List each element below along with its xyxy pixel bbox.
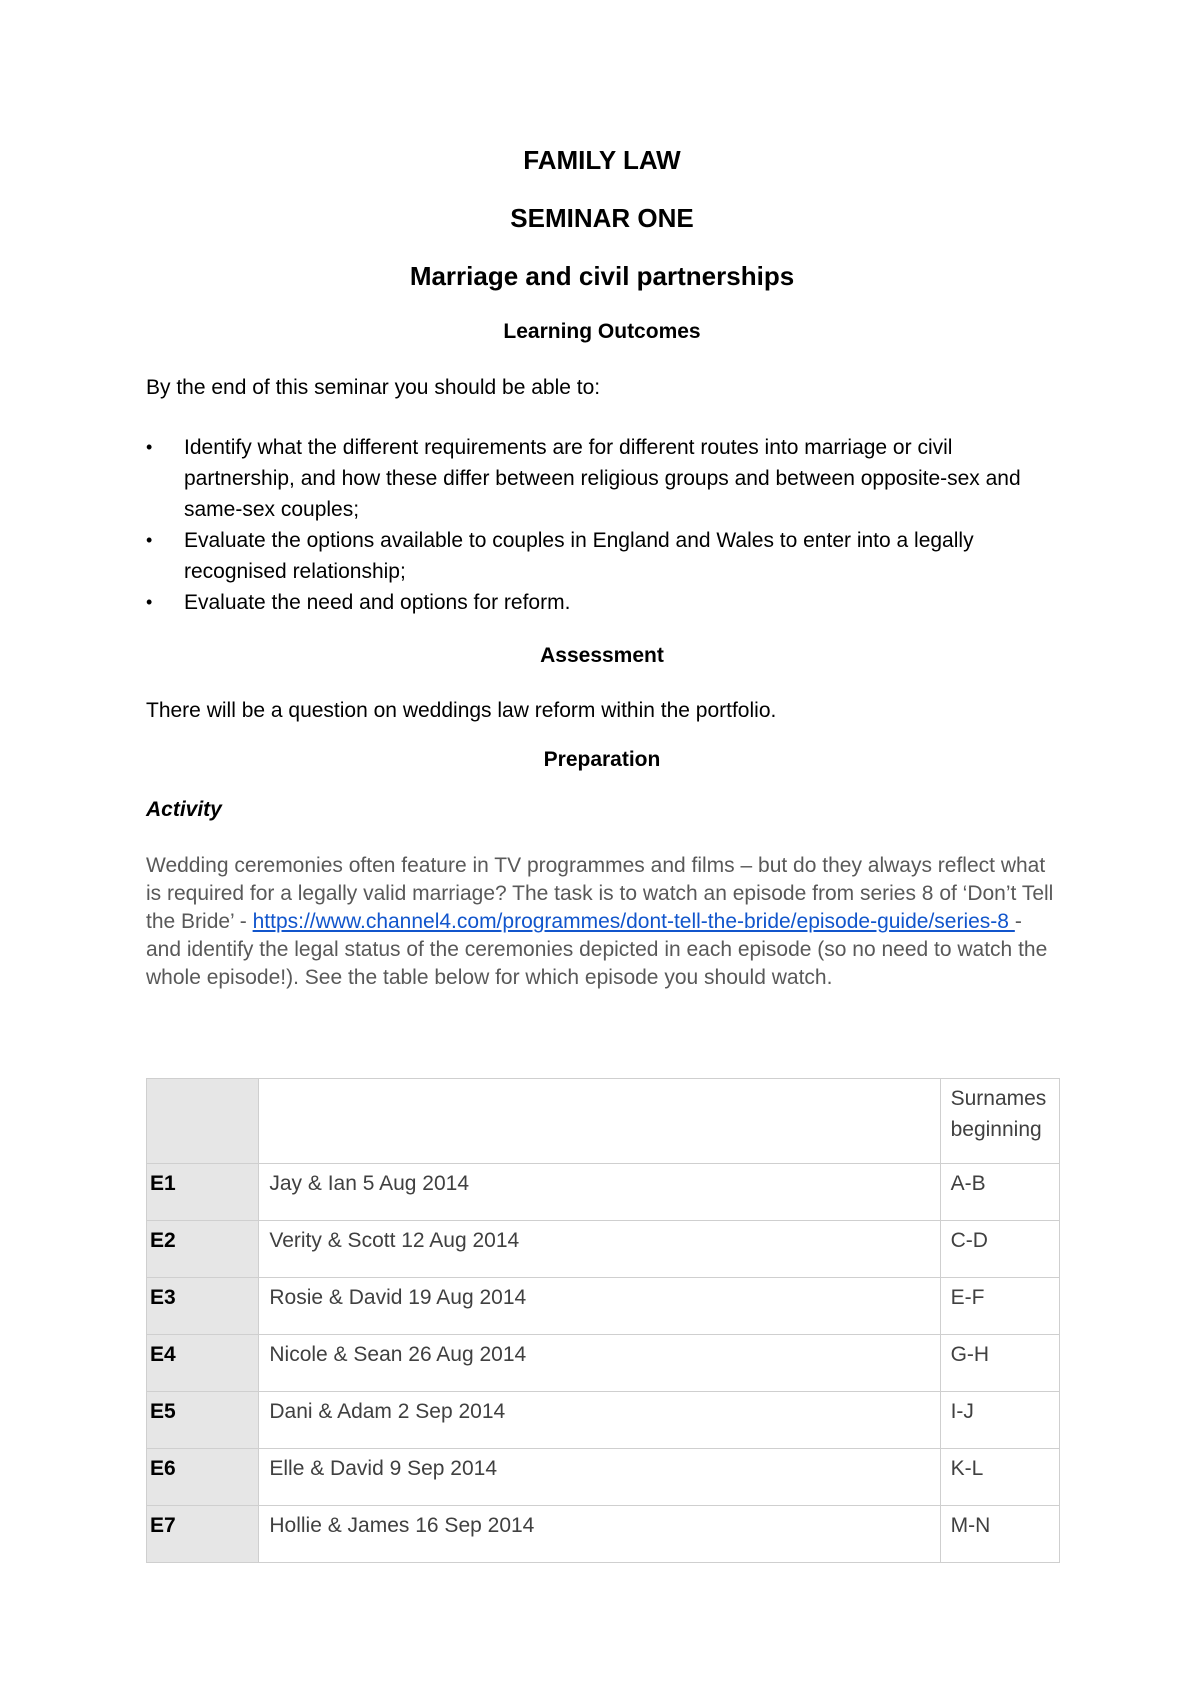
outcome-text: Evaluate the need and options for reform. (184, 591, 571, 614)
table-row (147, 1164, 1060, 1221)
list-item (146, 432, 1058, 525)
episode-code: E5 (147, 1392, 259, 1449)
table-header-row (147, 1079, 1060, 1164)
episode-title: Rosie & David 19 Aug 2014 (259, 1278, 940, 1335)
table-row (147, 1506, 1060, 1563)
header-surnames-cell: Surnames beginning (940, 1079, 1059, 1164)
episode-code: E6 (147, 1449, 259, 1506)
table-row (147, 1392, 1060, 1449)
episode-code: E7 (147, 1506, 259, 1563)
activity-heading: Activity (146, 798, 222, 821)
episode-title: Jay & Ian 5 Aug 2014 (259, 1164, 940, 1221)
bullet-icon: • (146, 592, 153, 612)
table-row (147, 1449, 1060, 1506)
learning-outcomes-list (146, 432, 1058, 618)
bullet-icon: • (146, 437, 153, 457)
series-8-link[interactable]: https://www.channel4.com/programmes/dont-tell-the-bride/episode-guide/series-8 (252, 910, 1015, 933)
outcome-text: Identify what the different requirements are for different routes into marriage or civil partnership, and how these differ between religious groups and between opposite-sex and same-sex couples; (184, 436, 1021, 521)
list-item (146, 587, 1058, 618)
surname-range: K-L (940, 1449, 1059, 1506)
episode-title: Dani & Adam 2 Sep 2014 (259, 1392, 940, 1449)
assessment-text: There will be a question on weddings law reform within the portfolio. (146, 699, 777, 722)
seminar-title: SEMINAR ONE (510, 203, 694, 233)
table-row (147, 1221, 1060, 1278)
surname-range: I-J (940, 1392, 1059, 1449)
surname-range: G-H (940, 1335, 1059, 1392)
episode-title: Hollie & James 16 Sep 2014 (259, 1506, 940, 1563)
assessment-heading: Assessment (540, 644, 664, 667)
list-item (146, 525, 1058, 587)
episode-title: Elle & David 9 Sep 2014 (259, 1449, 940, 1506)
episode-code: E3 (147, 1278, 259, 1335)
outcome-text: Evaluate the options available to couples in England and Wales to enter into a legally recognised relationship; (184, 529, 974, 583)
learning-outcomes-heading: Learning Outcomes (503, 320, 701, 343)
episode-code: E2 (147, 1221, 259, 1278)
surname-range: M-N (940, 1506, 1059, 1563)
surname-range: E-F (940, 1278, 1059, 1335)
episode-table (146, 1078, 1060, 1563)
header-code-cell (147, 1079, 259, 1164)
episode-title: Nicole & Sean 26 Aug 2014 (259, 1335, 940, 1392)
activity-text-before: Wedding ceremonies often feature in TV programmes and films – but do they always reflect what is required for a legally valid marriage? The task is to watch an episode from series 8 of ‘Don’t Tell the Bride’ - (146, 854, 1054, 933)
header-episode-cell (259, 1079, 940, 1164)
document-title: FAMILY LAW (523, 145, 681, 175)
activity-text (146, 852, 1058, 992)
intro-text: By the end of this seminar you should be able to: (146, 376, 601, 399)
activity-text-after: - and identify the legal status of the ceremonies depicted in each episode (so no need to watch the whole episode!). See the table below for which episode you should watch. (146, 910, 1048, 989)
preparation-heading: Preparation (543, 748, 661, 771)
table-row (147, 1278, 1060, 1335)
surname-range: A-B (940, 1164, 1059, 1221)
surname-range: C-D (940, 1221, 1059, 1278)
table-row (147, 1335, 1060, 1392)
topic-title: Marriage and civil partnerships (409, 261, 795, 291)
episode-title: Verity & Scott 12 Aug 2014 (259, 1221, 940, 1278)
episode-code: E1 (147, 1164, 259, 1221)
episode-code: E4 (147, 1335, 259, 1392)
bullet-icon: • (146, 530, 153, 550)
